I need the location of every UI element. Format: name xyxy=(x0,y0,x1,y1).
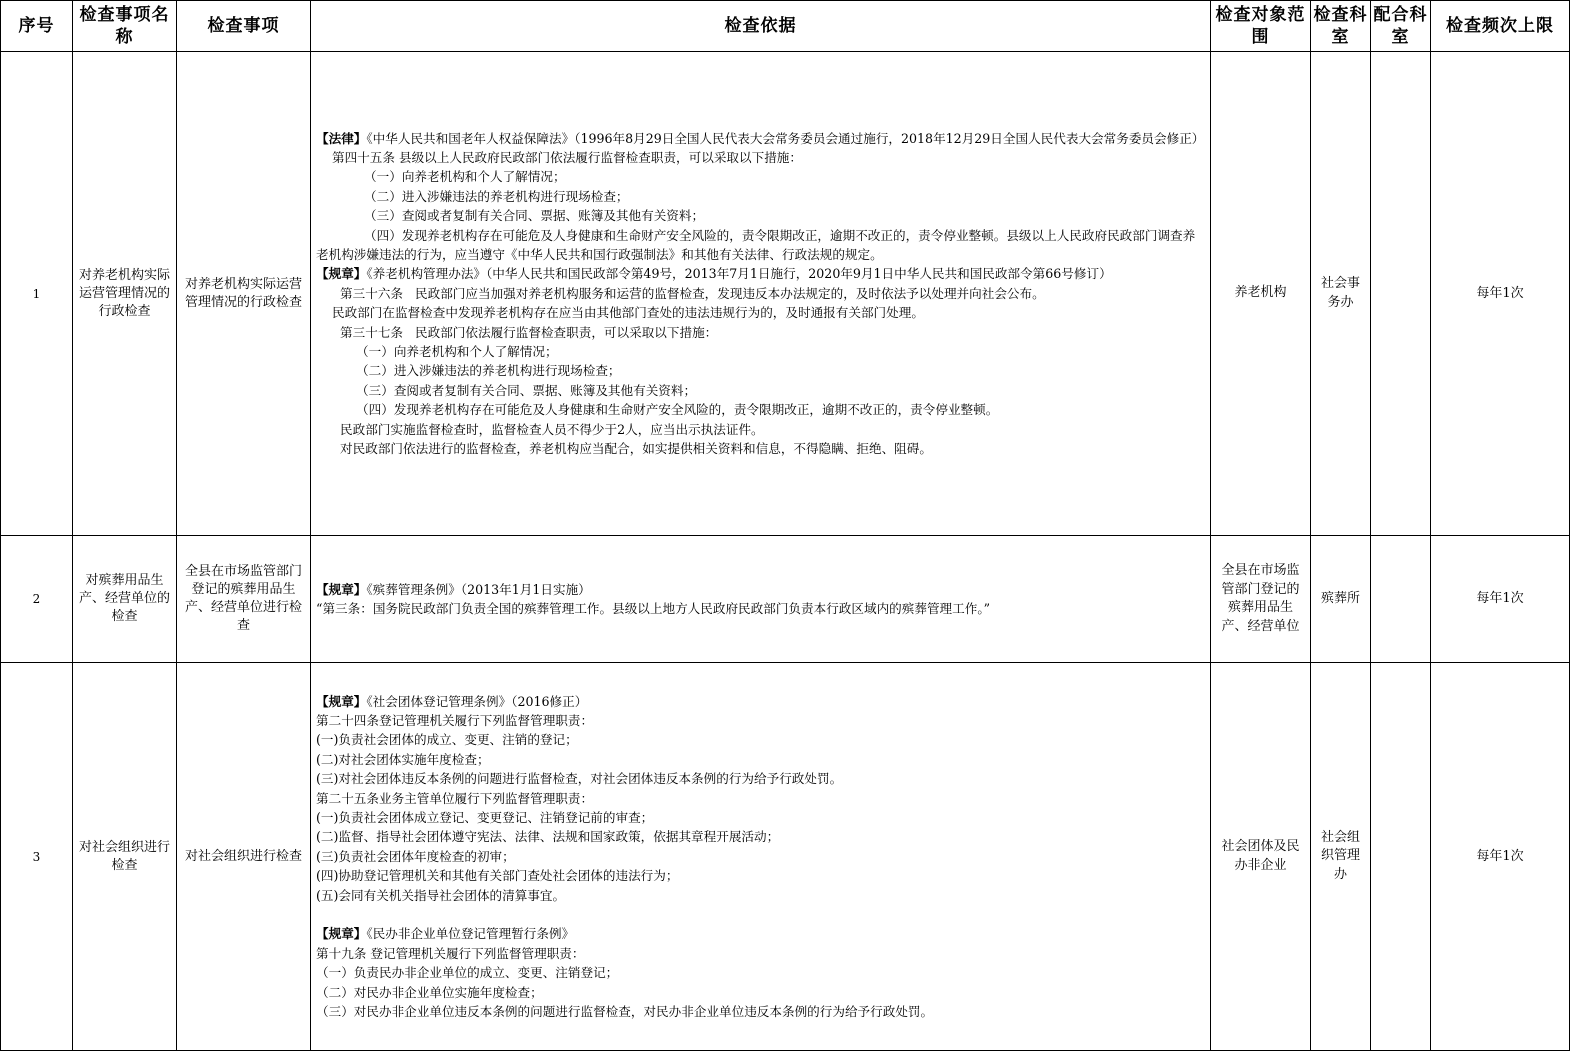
row-item: 对养老机构实际运营管理情况的行政检查 xyxy=(177,52,311,536)
header-scope: 检查对象范围 xyxy=(1211,1,1311,52)
basis-line xyxy=(316,599,1206,618)
row-seq: 2 xyxy=(1,536,73,663)
table-row xyxy=(1,536,1570,663)
header-freq: 检查频次上限 xyxy=(1431,1,1570,52)
basis-tag: 【法律】 xyxy=(316,130,367,146)
row-freq: 每年1次 xyxy=(1431,536,1570,663)
row-item-name: 对殡葬用品生产、经营单位的检查 xyxy=(73,536,177,663)
row-scope: 全县在市场监管部门登记的殡葬用品生产、经营单位 xyxy=(1211,536,1311,663)
basis-line xyxy=(316,129,1206,148)
basis-line xyxy=(316,381,1206,400)
basis-line xyxy=(316,206,1206,225)
basis-line xyxy=(316,905,1206,924)
row-coop xyxy=(1371,536,1431,663)
basis-line xyxy=(316,323,1206,342)
basis-line xyxy=(316,886,1206,905)
basis-text: 《殡葬管理条例》（2013年1月1日实施） xyxy=(366,581,591,597)
basis-line xyxy=(316,420,1206,439)
row-item-name: 对社会组织进行检查 xyxy=(73,663,177,1051)
basis-text: 第三十七条 民政部门依法履行监督检查职责，可以采取以下措施： xyxy=(316,324,718,340)
basis-text: （四）发现养老机构存在可能危及人身健康和生命财产安全风险的，责令限期改正，逾期不改正的，责令停业整顿。 xyxy=(316,402,999,418)
basis-line xyxy=(316,730,1206,749)
row-freq: 每年1次 xyxy=(1431,52,1570,536)
basis-line xyxy=(316,963,1206,982)
basis-text: （一）向养老机构和个人了解情况； xyxy=(316,344,558,360)
row-item: 全县在市场监管部门登记的殡葬用品生产、经营单位进行检查 xyxy=(177,536,311,663)
header-item-name: 检查事项名称 xyxy=(73,1,177,52)
basis-text: (二)监督、指导社会团体遵守宪法、法律、法规和国家政策，依据其章程开展活动； xyxy=(316,829,780,845)
basis-text: 民政部门在监督检查中发现养老机构存在应当由其他部门查处的违法违规行为的，及时通报有关部门处理。 xyxy=(316,305,924,321)
basis-text: （三）查阅或者复制有关合同、票据、账簿及其他有关资料； xyxy=(316,382,697,398)
header-dept: 检查科室 xyxy=(1311,1,1371,52)
basis-line xyxy=(316,342,1206,361)
basis-line xyxy=(316,866,1206,885)
basis-line xyxy=(316,944,1206,963)
row-freq: 每年1次 xyxy=(1431,663,1570,1051)
basis-line xyxy=(316,580,1206,599)
basis-line xyxy=(316,187,1206,206)
basis-line xyxy=(316,789,1206,808)
basis-line xyxy=(316,400,1206,419)
basis-line xyxy=(316,750,1206,769)
basis-line xyxy=(316,924,1206,943)
row-basis xyxy=(311,52,1211,536)
basis-line xyxy=(316,847,1206,866)
basis-text: 《民办非企业单位登记管理暂行条例》 xyxy=(366,926,575,942)
basis-text: 第二十四条登记管理机关履行下列监督管理职责： xyxy=(316,712,594,728)
row-item: 对社会组织进行检查 xyxy=(177,663,311,1051)
basis-tag: 【规章】 xyxy=(316,266,367,282)
basis-tag: 【规章】 xyxy=(316,581,367,597)
basis-text: 《社会团体登记管理条例》（2016修正） xyxy=(366,693,588,709)
basis-text: （三）查阅或者复制有关合同、票据、账簿及其他有关资料； xyxy=(316,208,705,224)
row-seq: 1 xyxy=(1,52,73,536)
row-coop xyxy=(1371,52,1431,536)
header-seq: 序号 xyxy=(1,1,73,52)
row-seq: 3 xyxy=(1,663,73,1051)
basis-line xyxy=(316,284,1206,303)
basis-text: (二)对社会团体实施年度检查； xyxy=(316,751,490,767)
table-row xyxy=(1,663,1570,1051)
row-basis xyxy=(311,663,1211,1051)
row-coop xyxy=(1371,663,1431,1051)
row-dept: 社会组织管理办 xyxy=(1311,663,1371,1051)
basis-text: 第二十五条业务主管单位履行下列监督管理职责： xyxy=(316,790,594,806)
basis-line xyxy=(316,167,1206,186)
basis-line xyxy=(316,769,1206,788)
basis-text: (五)会同有关机关指导社会团体的清算事宜。 xyxy=(316,887,566,903)
basis-text: （四）发现养老机构存在可能危及人身健康和生命财产安全风险的，责令限期改正，逾期不改正的，责令停业整顿。县级以上人民政府民政部门调查养老机构涉嫌违法的行为，应当遵守《中华人民共和国行政强制法》和其他有关法律、行政法规的规定。 xyxy=(316,227,1196,262)
basis-line xyxy=(316,439,1206,458)
row-scope: 社会团体及民办非企业 xyxy=(1211,663,1311,1051)
basis-line xyxy=(316,226,1206,265)
basis-text: 第十九条 登记管理机关履行下列监督管理职责： xyxy=(316,945,585,961)
basis-text: （二）进入涉嫌违法的养老机构进行现场检查； xyxy=(316,363,621,379)
row-item-name: 对养老机构实际运营管理情况的行政检查 xyxy=(73,52,177,536)
basis-line xyxy=(316,303,1206,322)
table-row xyxy=(1,52,1570,536)
basis-text: （三）对民办非企业单位违反本条例的问题进行监督检查，对民办非企业单位违反本条例的行为给予行政处罚。 xyxy=(316,1004,934,1020)
basis-line xyxy=(316,692,1206,711)
row-dept: 殡葬所 xyxy=(1311,536,1371,663)
basis-line xyxy=(316,264,1206,283)
basis-text: （二）对民办非企业单位实施年度检查； xyxy=(316,984,543,1000)
basis-text: 第四十五条 县级以上人民政府民政部门依法履行监督检查职责，可以采取以下措施： xyxy=(316,149,802,165)
basis-tag: 【规章】 xyxy=(316,693,367,709)
basis-text: (一)负责社会团体的成立、变更、注销的登记； xyxy=(316,732,578,748)
basis-line xyxy=(316,808,1206,827)
basis-text: (三)对社会团体违反本条例的问题进行监督检查，对社会团体违反本条例的行为给予行政处罚。 xyxy=(316,771,843,787)
header-row xyxy=(1,1,1570,52)
basis-text: (四)协助登记管理机关和其他有关部门查处社会团体的违法行为； xyxy=(316,868,679,884)
row-scope: 养老机构 xyxy=(1211,52,1311,536)
basis-text: （一）向养老机构和个人了解情况； xyxy=(316,169,566,185)
basis-line xyxy=(316,983,1206,1002)
row-dept: 社会事务办 xyxy=(1311,52,1371,536)
basis-text: 第三十六条 民政部门应当加强对养老机构服务和运营的监督检查，发现违反本办法规定的，及时依法予以处理并向社会公布。 xyxy=(316,285,1045,301)
row-basis xyxy=(311,536,1211,663)
basis-line xyxy=(316,711,1206,730)
header-coop: 配合科室 xyxy=(1371,1,1431,52)
basis-tag: 【规章】 xyxy=(316,926,367,942)
basis-text: （二）进入涉嫌违法的养老机构进行现场检查； xyxy=(316,188,629,204)
basis-text: (三)负责社会团体年度检查的初审； xyxy=(316,848,515,864)
basis-text: “第三条：国务院民政部门负责全国的殡葬管理工作。县级以上地方人民政府民政部门负责本行政区域内的殡葬管理工作。” xyxy=(316,601,991,616)
header-basis: 检查依据 xyxy=(311,1,1211,52)
basis-text: （一）负责民办非企业单位的成立、变更、注销登记； xyxy=(316,965,619,981)
basis-text: 《养老机构管理办法》（中华人民共和国民政部令第49号，2013年7月1日施行，2020年9月1日中华人民共和国民政部令第66号修订） xyxy=(366,266,1112,282)
basis-text: 民政部门实施监督检查时，监督检查人员不得少于2人，应当出示执法证件。 xyxy=(316,421,764,437)
header-item: 检查事项 xyxy=(177,1,311,52)
basis-line xyxy=(316,361,1206,380)
basis-text: 《中华人民共和国老年人权益保障法》（1996年8月29日全国人民代表大会常务委员会通过施行，2018年12月29日全国人民代表大会常务委员会修正） xyxy=(366,130,1205,146)
basis-text: (一)负责社会团体成立登记、变更登记、注销登记前的审查； xyxy=(316,809,654,825)
basis-line xyxy=(316,1002,1206,1021)
basis-text: 对民政部门依法进行的监督检查，养老机构应当配合，如实提供相关资料和信息，不得隐瞒、拒绝、阻碍。 xyxy=(316,441,932,457)
basis-line xyxy=(316,827,1206,846)
basis-line xyxy=(316,148,1206,167)
